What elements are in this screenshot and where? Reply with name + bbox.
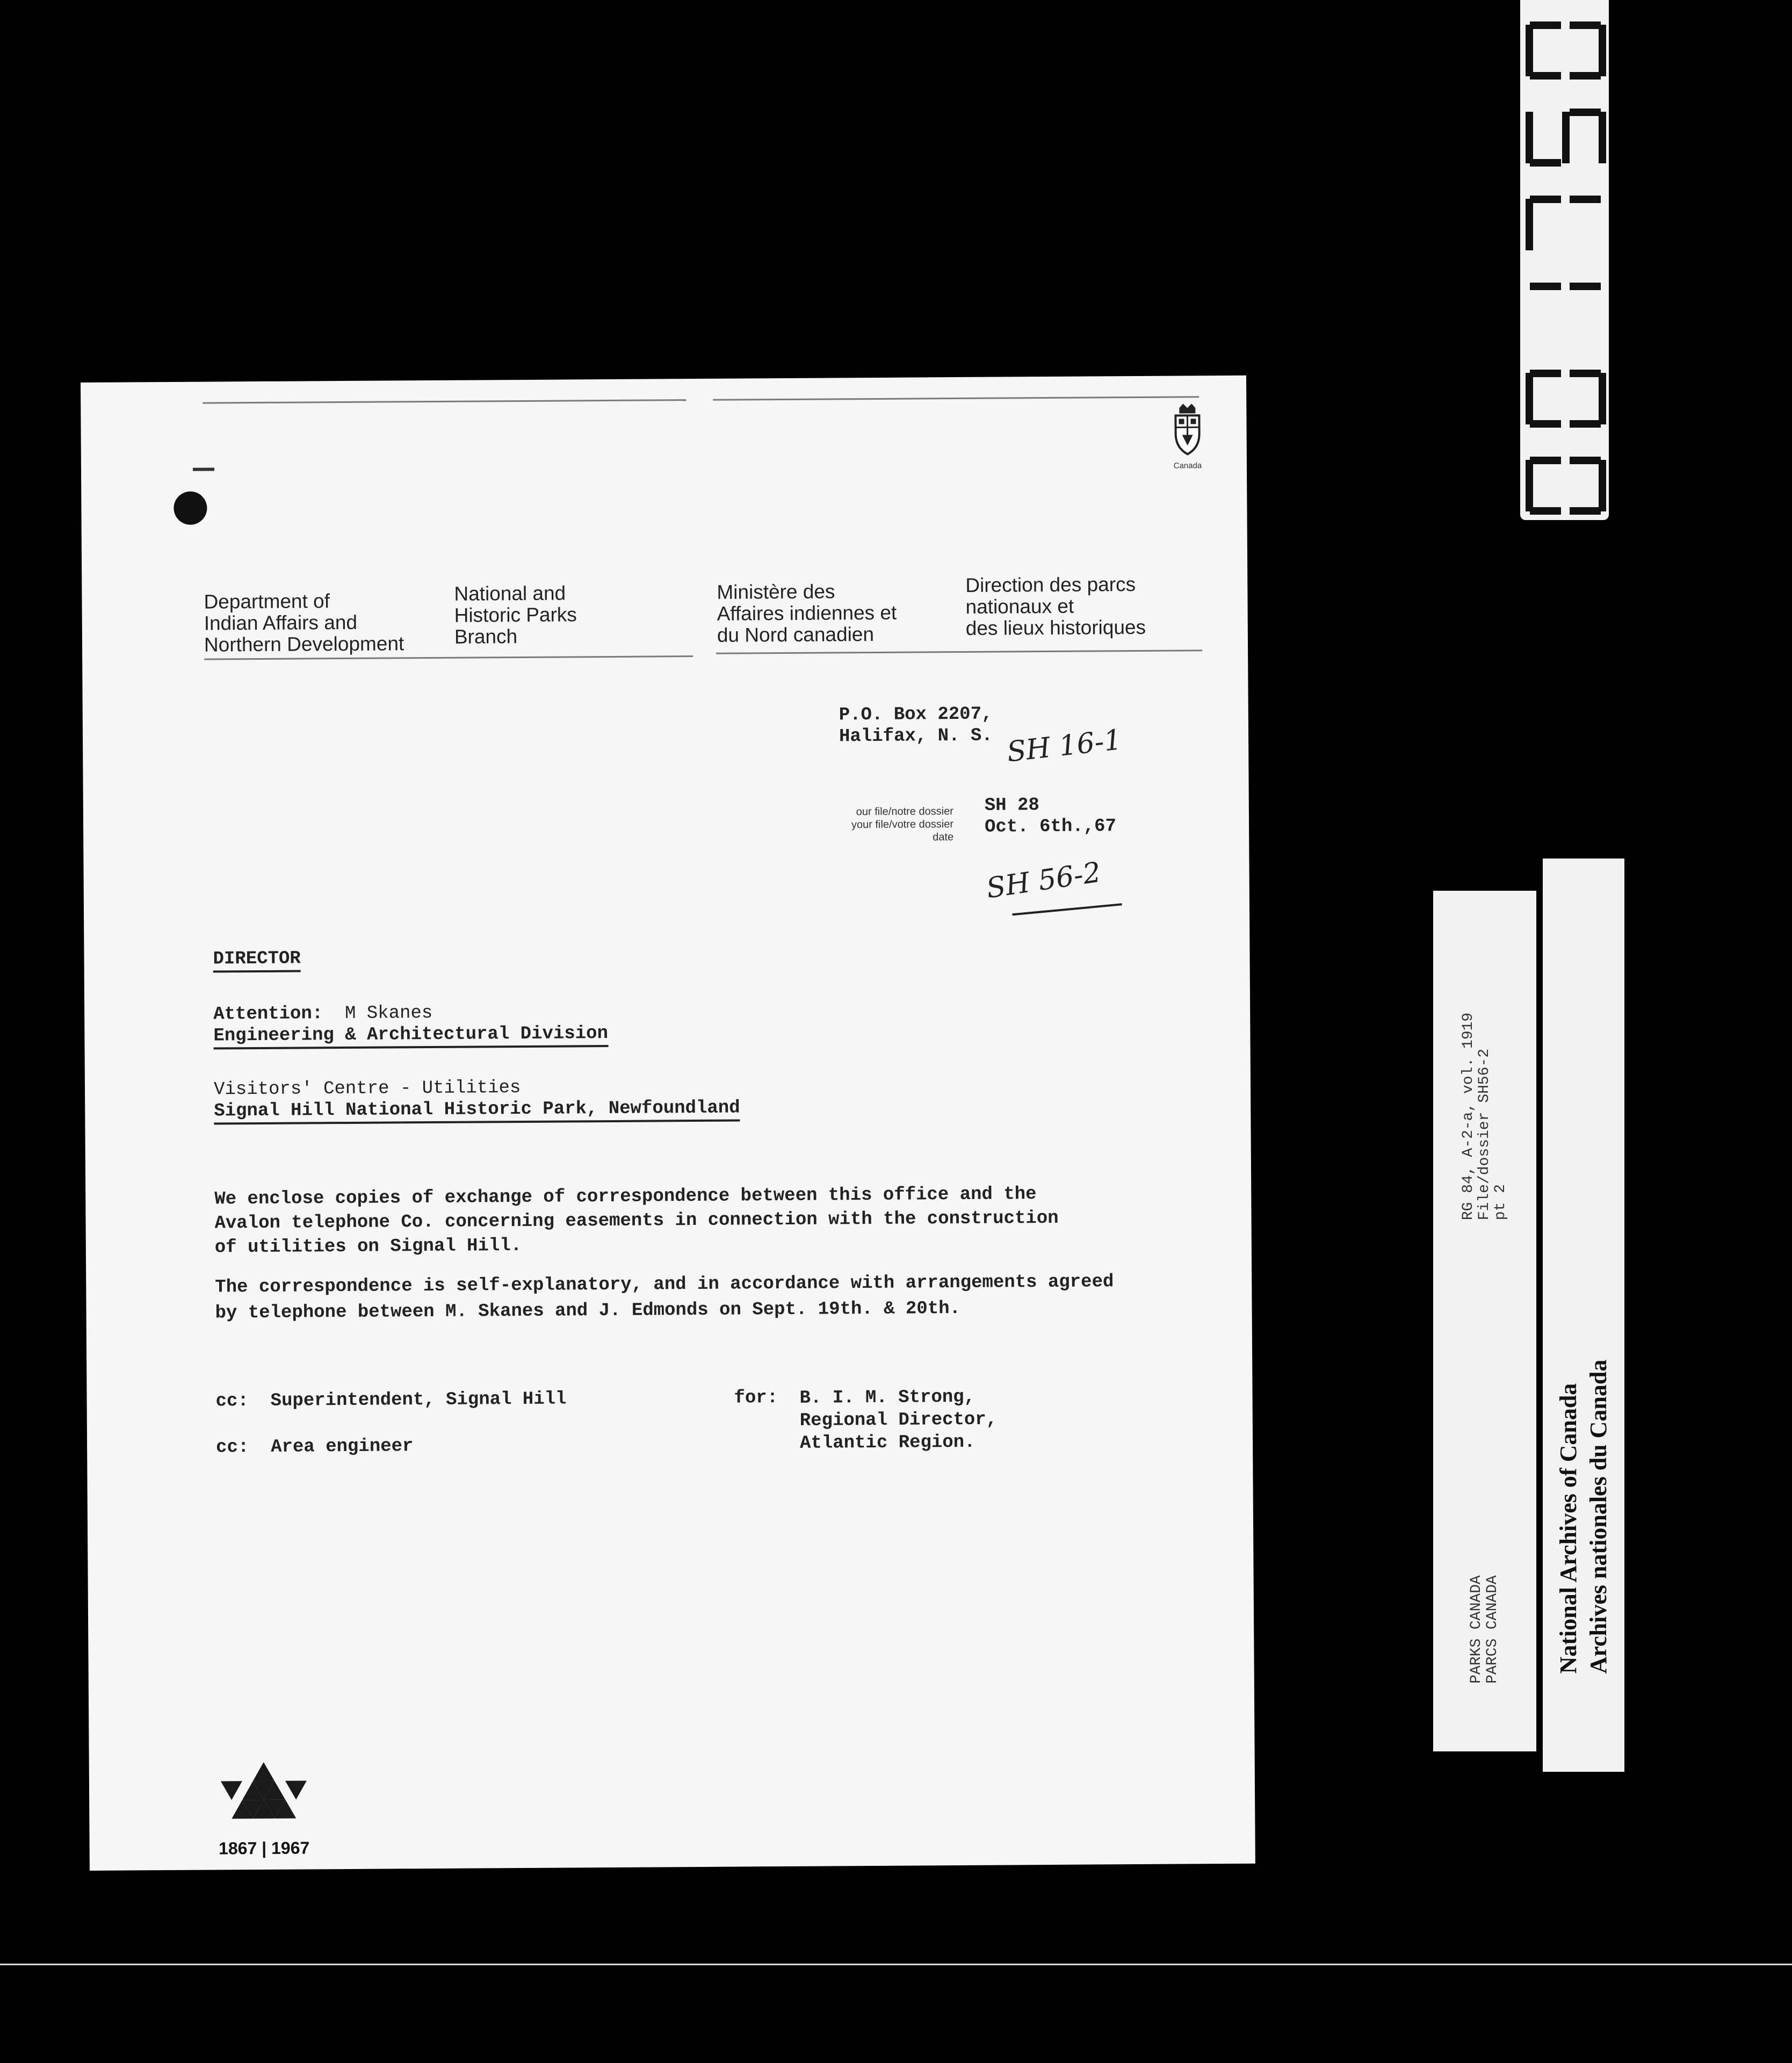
- parks-canada-text: PARKS CANADA PARCS CANADA: [1468, 1575, 1501, 1684]
- file-values: [985, 794, 1116, 838]
- frame-digit-1: [1520, 354, 1610, 444]
- dept-fr: Ministère des Affaires indiennes et du Nord canadien: [717, 580, 897, 646]
- archive-text: National Archives of Canada Archives nationales du Canada: [1555, 1359, 1612, 1674]
- handwritten-file-note: SH 16-1: [1005, 724, 1124, 769]
- dept-en: Department of Indian Affairs and Northern Development: [204, 590, 404, 656]
- scanner-baseline: [0, 1964, 1792, 1965]
- canada-crest: [1166, 402, 1209, 470]
- centennial-triangles-icon: [218, 1759, 310, 1835]
- cc-area-engineer: cc: Area engineer: [215, 1436, 414, 1458]
- attention-block: Attention: M Skanes Engineering & Architectural Division: [213, 1001, 608, 1047]
- page-mark: [193, 467, 214, 471]
- letter-page: [81, 376, 1255, 1871]
- return-address: P.O. Box 2207, Halifax, N. S.: [839, 704, 993, 747]
- top-rule-left: [203, 399, 686, 403]
- centennial-logo: [218, 1759, 310, 1858]
- frame-digit-2: [1520, 266, 1610, 357]
- subject-block: Visitors' Centre - Utilities Signal Hill National Historic Park, Newfoundland: [214, 1076, 740, 1122]
- crest-icon: [1171, 402, 1204, 458]
- frame-digit-0: [1520, 441, 1610, 531]
- handwritten-underline: [1012, 903, 1122, 915]
- header-rule-left: [204, 655, 693, 660]
- body-paragraph-2: The correspondence is self-explanatory, and in accordance with arrangements agreed by telephone between M. Skanes and J. Edmonds on Sept. 19th. & 20th.: [215, 1272, 1114, 1324]
- header-rule-right: [716, 650, 1202, 654]
- crest-caption: Canada: [1173, 461, 1202, 471]
- frame-digit-5: [1520, 5, 1610, 96]
- cc-superintendent: cc: Superintendent, Signal Hill: [215, 1389, 567, 1412]
- body-paragraph-1: We enclose copies of exchange of correspondence between this office and the Avalon telephone Co. concerning easements in connection with the construction of utilities on Signal Hill.: [214, 1184, 1059, 1258]
- signature-block: B. I. M. Strong, Regional Director, Atlantic Region.: [799, 1387, 998, 1454]
- branch-fr: Direction des parcs nationaux et des lieux historiques: [965, 573, 1146, 639]
- our-file-value: SH 28: [984, 795, 1039, 816]
- frame-digit-4: [1520, 92, 1610, 183]
- archive-label: [1543, 859, 1624, 1772]
- frame-number: [1520, 0, 1609, 520]
- reference-label: [1433, 891, 1536, 1751]
- punch-hole: [174, 492, 207, 525]
- frame-number-tape: [1520, 0, 1609, 520]
- file-labels: our file/notre dossier your file/votre dossier date: [851, 805, 954, 843]
- recipient-director: DIRECTOR: [213, 948, 300, 970]
- handwritten-file-note-2: SH 56-2: [984, 856, 1103, 905]
- top-rule-right: [713, 396, 1199, 401]
- centennial-years: 1867 | 1967: [218, 1838, 310, 1858]
- frame-digit-3: [1520, 179, 1610, 270]
- reference-text: RG 84, A-2-a, vol. 1919 File/dossier SH56-2 pt 2: [1460, 1012, 1509, 1221]
- branch-en: National and Historic Parks Branch: [454, 582, 577, 648]
- date-value: Oct. 6th.,67: [984, 816, 1117, 838]
- signature-for-label: for:: [734, 1388, 778, 1409]
